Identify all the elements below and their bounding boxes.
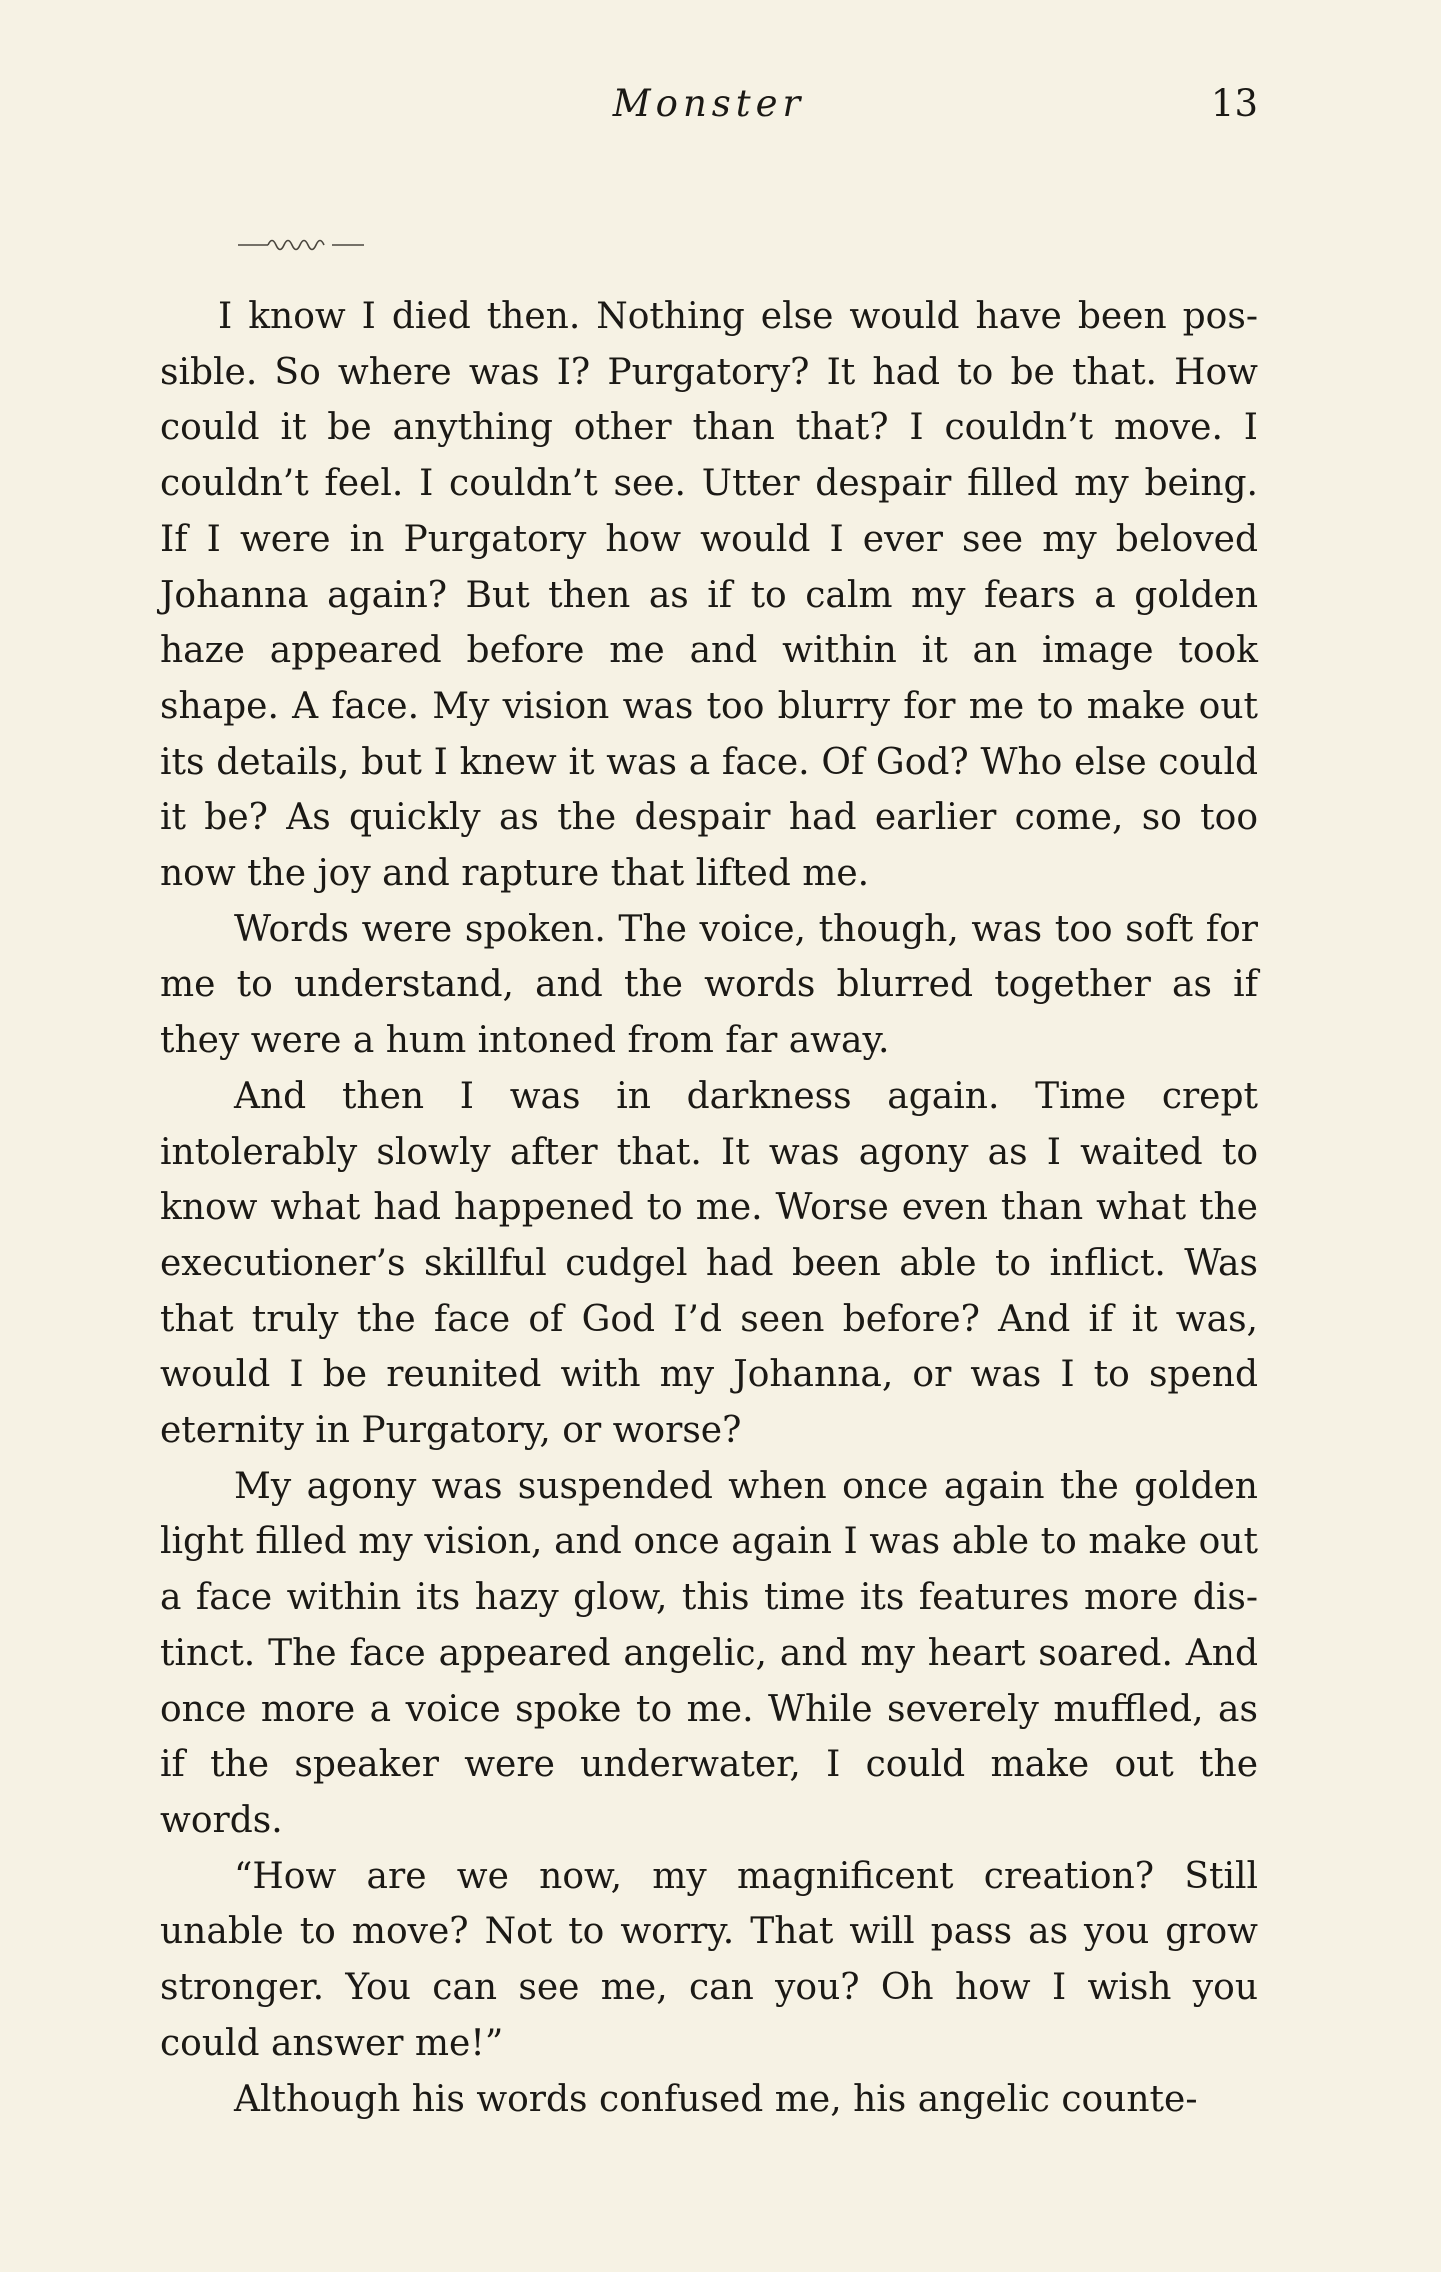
paragraph: I know I died then. Nothing else would have been possible. So where was I? Purgatory? It had to be that. How could it be anything other than that? I couldn’t move. I couldn’t feel. I couldn’t see. Utter despair filled my being. If I were in Purgatory how would I ever see my beloved Johanna again? But then as if to calm my fears a golden haze appeared before me and within it an image took shape. A face. My vision was too blurry for me to make out its details, but I knew it was a face. Of God? Who else could it be? As quickly as the despair had earlier come, so too now the joy and rapture that lifted me. [160,296,1258,895]
paragraph: And then I was in darkness again. Time crept intolerably slowly after that. It was agony as I waited to know what had happened to me. Worse even than what the executioner’s skillful cudgel had been able to inflict. Was that truly the face of God I’d seen before? And if it was, would I be reunited with my Johanna, or was I to spend eternity in Purgatory, or worse? [160,1075,1258,1452]
body-text [160,289,1258,2127]
paragraph: My agony was suspended when once again the golden light filled my vision, and once again I was able to make out a face within its hazy glow, this time its features more distinct. The face appeared angelic, and my heart soared. And once more a voice spoke to me. While severely muffled, as if the speaker were underwater, I could make out the words. [160,1465,1258,1841]
running-title: Monster [612,82,806,125]
page-number: 13 [1210,82,1258,125]
paragraph: Words were spoken. The voice, though, was too soft for me to understand, and the words blurred together as if they were a hum intoned from far away. [160,908,1258,1062]
paragraph: Although his words confused me, his angelic counte- [234,2078,1198,2120]
wavy-rule-ornament-icon [236,232,366,256]
running-head [160,74,1258,134]
paragraph: “How are we now, my magnificent creation? Still unable to move? Not to worry. That will pass as you grow stronger. You can see me, can you? Oh how I wish you could answer me!” [160,1855,1258,2064]
